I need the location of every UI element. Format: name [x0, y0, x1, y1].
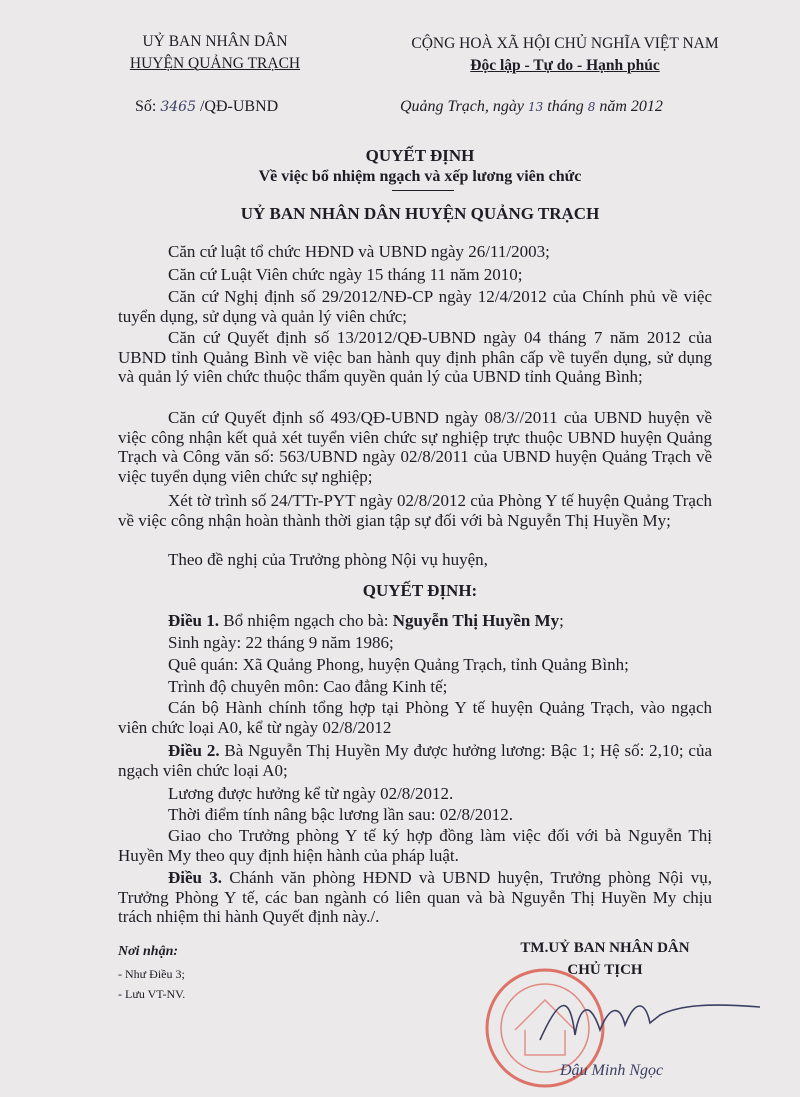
preamble-item: Xét tờ trình số 24/TTr-PYT ngày 02/8/2012 của Phòng Y tế huyện Quảng Trạch về việc công nhận hoàn thành thời gian tập sự đối với bà Nguyễn Thị Huyền My; [118, 491, 712, 530]
article-3: Điều 3. Chánh văn phòng HĐND và UBND huyện, Trưởng phòng Nội vụ, Trưởng Phòng Y tế, các ban ngành có liên quan và bà Nguyễn Thị Huyền My chịu trách nhiệm thi hành Quyết định này./. [118, 868, 713, 926]
preamble-item: Căn cứ luật tổ chức HĐND và UBND ngày 26/11/2003; [168, 242, 550, 261]
number-suffix: /QĐ-UBND [199, 98, 279, 115]
doc-subject: Về việc bổ nhiệm ngạch và xếp lương viên chức [258, 168, 582, 185]
preamble-item: Căn cứ Quyết định số 13/2012/QĐ-UBND ngày 04 tháng 7 năm 2012 của UBND tỉnh Quảng Bình về việc ban hành quy định phân cấp về tuyển dụng, sử dụng và quản lý viên chức thuộc thẩm quyền quản lý của UBND tỉnh Quảng Bình; [118, 328, 712, 386]
contract-assignment: Giao cho Trưởng phòng Y tế ký hợp đồng làm việc đối với bà Nguyễn Thị Huyền My theo quy định hiện hành của pháp luật. [118, 826, 712, 865]
position: Cán bộ Hành chính tổng hợp tại Phòng Y tế huyện Quảng Trạch, vào ngạch viên chức loại A0, kể từ ngày 02/8/2012 [118, 698, 712, 737]
education: Trình độ chuyên môn: Cao đẳng Kinh tế; [168, 677, 448, 696]
date-month-word: tháng [547, 98, 584, 115]
number-prefix: Số: [135, 98, 157, 115]
motto-text: Độc lập - Tự do - Hạnh phúc [470, 57, 660, 74]
article-1-end: ; [559, 611, 564, 630]
signer-name: Đậu Minh Ngọc [560, 1062, 664, 1079]
date-year: năm 2012 [599, 98, 663, 115]
handwritten-signature [530, 985, 770, 1055]
article-1 [168, 611, 564, 631]
preamble-item: Căn cứ Nghị định số 29/2012/NĐ-CP ngày 12/4/2012 của Chính phủ về việc tuyển dụng, sử dụng và quản lý viên chức; [118, 287, 712, 326]
issue-date [400, 98, 663, 116]
signer-role: CHỦ TỊCH [567, 962, 643, 978]
date-of-birth: Sinh ngày: 22 tháng 9 năm 1986; [168, 633, 394, 652]
article-1-label: Điều 1. [168, 611, 219, 630]
issuer-line2 [100, 52, 330, 76]
issuer-district: HUYỆN QUẢNG TRẠCH [129, 55, 301, 72]
handwritten-number: 3465 [160, 99, 196, 115]
handwritten-month: 8 [587, 100, 596, 114]
doc-title: QUYẾT ĐỊNH [365, 146, 475, 165]
handwritten-day: 13 [528, 100, 544, 114]
decision-heading: QUYẾT ĐỊNH: [362, 581, 478, 600]
issuer-block [100, 30, 330, 76]
subject-rule [392, 190, 454, 191]
recipients-label: Nơi nhận: [118, 944, 179, 959]
next-raise: Thời điểm tính nâng bậc lương lần sau: 02/8/2012. [168, 805, 513, 824]
motto [375, 54, 755, 78]
appointee-name: Nguyễn Thị Huyền My [392, 611, 560, 630]
national-motto-block [375, 32, 755, 78]
on-behalf-of: TM.UỶ BAN NHÂN DÂN [520, 940, 690, 956]
article-1-text: Bổ nhiệm ngạch cho bà: [223, 611, 389, 630]
salary-from: Lương được hưởng kể từ ngày 02/8/2012. [168, 784, 454, 803]
article-2: Điều 2. Bà Nguyễn Thị Huyền My được hưởng lương: Bậc 1; Hệ số: 2,10; của ngạch viên chức loại A0; [118, 741, 713, 780]
date-place: Quảng Trạch, ngày [400, 98, 524, 115]
country-name: CỘNG HOÀ XÃ HỘI CHỦ NGHĨA VIỆT NAM [411, 35, 719, 52]
preamble-item: Căn cứ Quyết định số 493/QĐ-UBND ngày 08/3//2011 của UBND huyện về việc công nhận kết quả xét tuyển viên chức sự nghiệp trực thuộc UBND huyện Quảng Trạch và Công văn số: 563/UBND ngày 02/8/2011 của UBND huyện Quảng Trạch về việc tuyển dụng viên chức sự nghiệp; [118, 408, 712, 486]
recipient-item: - Như Điều 3; [118, 967, 185, 981]
hometown: Quê quán: Xã Quảng Phong, huyện Quảng Trạch, tỉnh Quảng Bình; [168, 655, 629, 674]
issuing-authority: UỶ BAN NHÂN DÂN HUYỆN QUẢNG TRẠCH [240, 204, 600, 223]
recipient-item: - Lưu VT-NV. [118, 987, 186, 1001]
preamble-item: Theo đề nghị của Trưởng phòng Nội vụ huyện, [168, 550, 488, 569]
issuer-line1: UỶ BAN NHÂN DÂN [142, 33, 288, 50]
document-number [135, 98, 278, 116]
preamble-item: Căn cứ Luật Viên chức ngày 15 tháng 11 năm 2010; [168, 265, 523, 284]
